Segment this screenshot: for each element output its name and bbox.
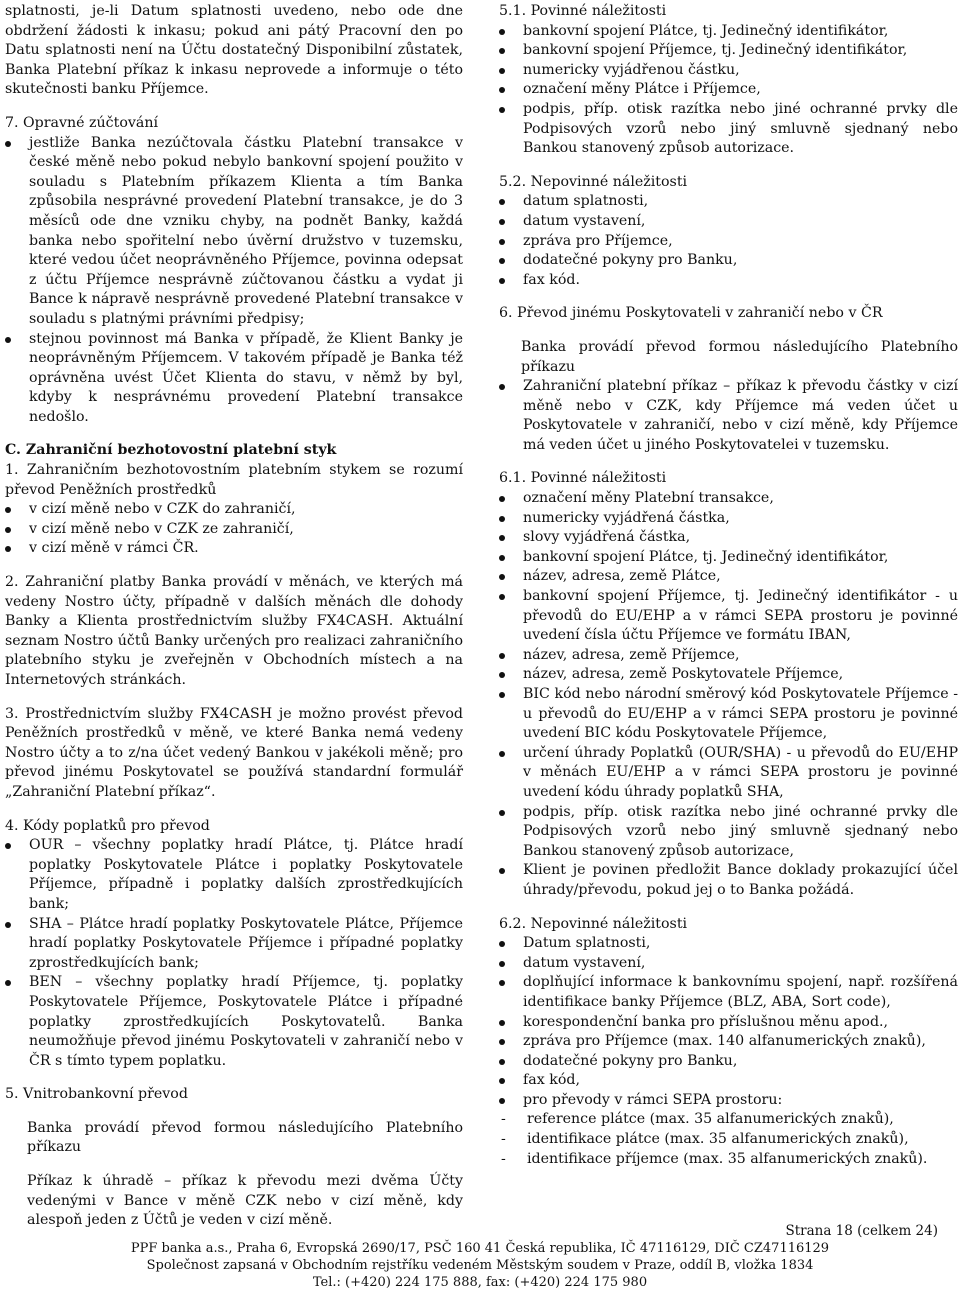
list-item: slovy vyjádřená částka, (499, 528, 958, 548)
list-item: označení měny Platební transakce, (499, 489, 958, 509)
section-c1-text: 1. Zahraničním bezhotovostním platebním stykem se rozumí převod Peněžních prostředků (5, 462, 463, 498)
list-item: v cizí měně v rámci ČR. (5, 539, 463, 559)
list-item: bankovní spojení Příjemce, tj. Jedinečný identifikátor, (499, 41, 958, 61)
sepa-sublist (499, 1110, 958, 1169)
section-62-list (499, 934, 958, 1110)
section-52-title: 5.2. Nepovinné náležitosti (499, 173, 688, 190)
sub-list-item: - identifikace příjemce (max. 35 alfanumerických znaků). (499, 1150, 958, 1170)
list-item: datum vystavení, (499, 954, 958, 974)
page-number: Strana 18 (celkem 24) (785, 1223, 938, 1239)
list-item: název, adresa, země Poskytovatele Příjemce, (499, 665, 958, 685)
list-item: fax kód, (499, 1071, 958, 1091)
list-item: Zahraniční platební příkaz – příkaz k převodu částky v cizí měně nebo v CZK, kdy Příjemce má veden účet u Poskytovatele v zahraničí, nebo v cizí měně, kdy Příjemce má veden účet u jiného Poskytovatelei v tuzemsku. (499, 377, 958, 455)
section-c3-text: 3. Prostřednictvím služby FX4CASH je možno provést převod Peněžních prostředků v měně, ve které Banka nemá vedeny Nostro účty a to z/na účet vedený Bankou v jakékoli měně; pro převod jinému Poskytovatel se používá standardní formulář „Zahraniční Platební příkaz“. (5, 705, 463, 800)
sub-list-item: - identifikace plátce (max. 35 alfanumerických znaků), (499, 1130, 958, 1150)
list-item: datum splatnosti, (499, 192, 958, 212)
section-6-text: Banka provádí převod formou následujícího Platebního příkazu (521, 338, 958, 375)
footer-line-registry: Společnost zapsaná v Obchodním rejstříku vedeném Městským soudem v Praze, oddíl B, vložka 1834 (146, 1258, 814, 1273)
list-item: jestliže Banka nezúčtovala částku Platební transakce v české měně nebo pokud nebylo bankovní spojení použito v souladu s Platebním příkazem Klienta a tím Banka způsobila nesprávné provedení Platební transakce, je do 3 měsíců ode dne vzniku chyby, na podnět Banky, každá banka nebo spořitelní nebo úvěrní družstvo v tuzemsku, které vedou účet neoprávněného Příjemce, povinna odepsat z účtu Příjemce nesprávně zúčtovanou částku a vydat ji Bance k nápravě nesprávně provedené Platební transakce v souladu s platnými právními předpisy; (5, 134, 463, 330)
section-c5-text1: Banka provádí převod formou následujícího Platebního příkazu (27, 1119, 463, 1156)
list-item: bankovní spojení Plátce, tj. Jedinečný identifikátor, (499, 548, 958, 568)
list-item: doplňující informace k bankovnímu spojení, např. rozšířená identifikace banky Příjemce (BLZ, ABA, Sort code), (499, 973, 958, 1012)
section-c-title: C. Zahraniční bezhotovostní platební styk (5, 442, 337, 459)
section-c1-list (5, 500, 463, 559)
list-item: dodatečné pokyny pro Banku, (499, 251, 958, 271)
footer-line-address: PPF banka a.s., Praha 6, Evropská 2690/17, PSČ 160 41 Česká republika, IČ 47116129, DIČ CZ47116129 (130, 1241, 830, 1256)
section-7-list (5, 134, 463, 428)
section-6-title: 6. Převod jinému Poskytovateli v zahraničí nebo v ČR (499, 305, 883, 322)
section-51-list (499, 22, 958, 159)
list-item: v cizí měně nebo v CZK do zahraničí, (5, 500, 463, 520)
list-item: numericky vyjádřená částka, (499, 509, 958, 529)
list-item: Datum splatnosti, (499, 934, 958, 954)
section-c4-list (5, 836, 463, 1071)
right-column (499, 2, 958, 1169)
section-6-list (499, 377, 958, 455)
list-item: zpráva pro Příjemce (max. 140 alfanumerických znaků), (499, 1032, 958, 1052)
list-item: Klient je povinen předložit Bance doklady prokazující účel úhrady/převodu, pokud jej o to Banka požádá. (499, 861, 958, 900)
section-c5-title: 5. Vnitrobankovní převod (5, 1086, 188, 1103)
section-c5-text2: Příkaz k úhradě – příkaz k převodu mezi dvěma Účty vedenými v Bance v měně CZK nebo v cizí měně, kdy alespoň jeden z Účtů je veden v cizí měně. (27, 1173, 463, 1229)
list-item: datum vystavení, (499, 212, 958, 232)
list-item: označení měny Plátce i Příjemce, (499, 80, 958, 100)
list-item: název, adresa, země Plátce, (499, 567, 958, 587)
list-item: bankovní spojení Příjemce, tj. Jedinečný identifikátor - u převodů do EU/EHP a v rámci SEPA prostoru je povinné uvedení čísla účtu Příjemce ve formátu IBAN, (499, 587, 958, 646)
list-item: dodatečné pokyny pro Banku, (499, 1052, 958, 1072)
list-item: bankovní spojení Plátce, tj. Jedinečný identifikátor, (499, 22, 958, 42)
list-item: korespondenční banka pro příslušnou měnu apod., (499, 1013, 958, 1033)
section-c4-title: 4. Kódy poplatků pro převod (5, 817, 210, 834)
section-62-title: 6.2. Nepovinné náležitosti (499, 915, 688, 932)
list-item: pro převody v rámci SEPA prostoru: (499, 1091, 958, 1111)
list-item: numericky vyjádřenou částku, (499, 61, 958, 81)
list-item: zpráva pro Příjemce, (499, 232, 958, 252)
section-c2-text: 2. Zahraniční platby Banka provádí v měnách, ve kterých má vedeny Nostro účty, případně v dalších měnách dle dohody Banky a Klienta prostřednictvím služby FX4CASH. Aktuální seznam Nostro účtů Banky určených pro realizaci zahraničního platebního styku je zveřejněn v Obchodních místech a na Internetových stránkách. (5, 574, 463, 688)
list-item: podpis, příp. otisk razítka nebo jiné ochranné prvky dle Podpisových vzorů nebo jiný smluvně sjednaný nebo Bankou stanovený způsob autorizace. (499, 100, 958, 159)
list-item: v cizí měně nebo v CZK ze zahraničí, (5, 520, 463, 540)
section-61-list (499, 489, 958, 900)
footer-line-contact: Tel.: (+420) 224 175 888, fax: (+420) 224 175 980 (312, 1275, 648, 1290)
sub-list-item: - reference plátce (max. 35 alfanumerických znaků), (499, 1110, 958, 1130)
section-7-title: 7. Opravné zúčtování (5, 114, 159, 131)
left-column (5, 2, 463, 1231)
section-52-list (499, 192, 958, 290)
section-51-title: 5.1. Povinné náležitosti (499, 3, 667, 19)
list-item: stejnou povinnost má Banka v případě, že Klient Banky je neoprávněným Příjemcem. V takovém případě je Banka též oprávněna uvést Účet Klienta do stavu, v němž by byl, kdyby k nesprávnému provedení Platební transakce nedošlo. (5, 330, 463, 428)
list-item: fax kód. (499, 271, 958, 291)
intro-paragraph: splatnosti, je-li Datum splatnosti uvedeno, nebo ode dne obdržení žádosti k inkasu; pokud ani pátý Pracovní den po Datu splatnosti není na Účtu dostatečný Disponibilní zůstatek, Banka Platební příkaz k inkasu neprovede a informuje o této skutečnosti banku Příjemce. (5, 3, 463, 98)
list-item: BEN – všechny poplatky hradí Příjemce, tj. poplatky Poskytovatele Příjemce, Poskytovatele Plátce i případné poplatky zprostředkujících Poskytovatelů. Banka neumožňuje převod jinému Poskytovateli v zahraničí nebo v ČR s tímto typem poplatku. (5, 973, 463, 1071)
list-item: určení úhrady Poplatků (OUR/SHA) - u převodů do EU/EHP v měnách EU/EHP a v rámci SEPA prostoru je povinné uvedení kódu úhrady poplatků SHA, (499, 744, 958, 803)
list-item: OUR – všechny poplatky hradí Plátce, tj. Plátce hradí poplatky Poskytovatele Plátce i poplatky Poskytovatele Příjemce, případně i poplatky dalších zprostředkujících bank; (5, 836, 463, 914)
list-item: BIC kód nebo národní směrový kód Poskytovatele Příjemce - u převodů do EU/EHP a v rámci SEPA prostoru je povinné uvedení BIC kódu Poskytovatele Příjemce, (499, 685, 958, 744)
list-item: podpis, příp. otisk razítka nebo jiné ochranné prvky dle Podpisových vzorů nebo jiný smluvně sjednaný nebo Bankou stanovený způsob autorizace, (499, 803, 958, 862)
section-61-title: 6.1. Povinné náležitosti (499, 470, 667, 487)
list-item: název, adresa, země Příjemce, (499, 646, 958, 666)
list-item: SHA – Plátce hradí poplatky Poskytovatele Plátce, Příjemce hradí poplatky Poskytovatele Příjemce i případné poplatky zprostředkujících bank; (5, 915, 463, 974)
